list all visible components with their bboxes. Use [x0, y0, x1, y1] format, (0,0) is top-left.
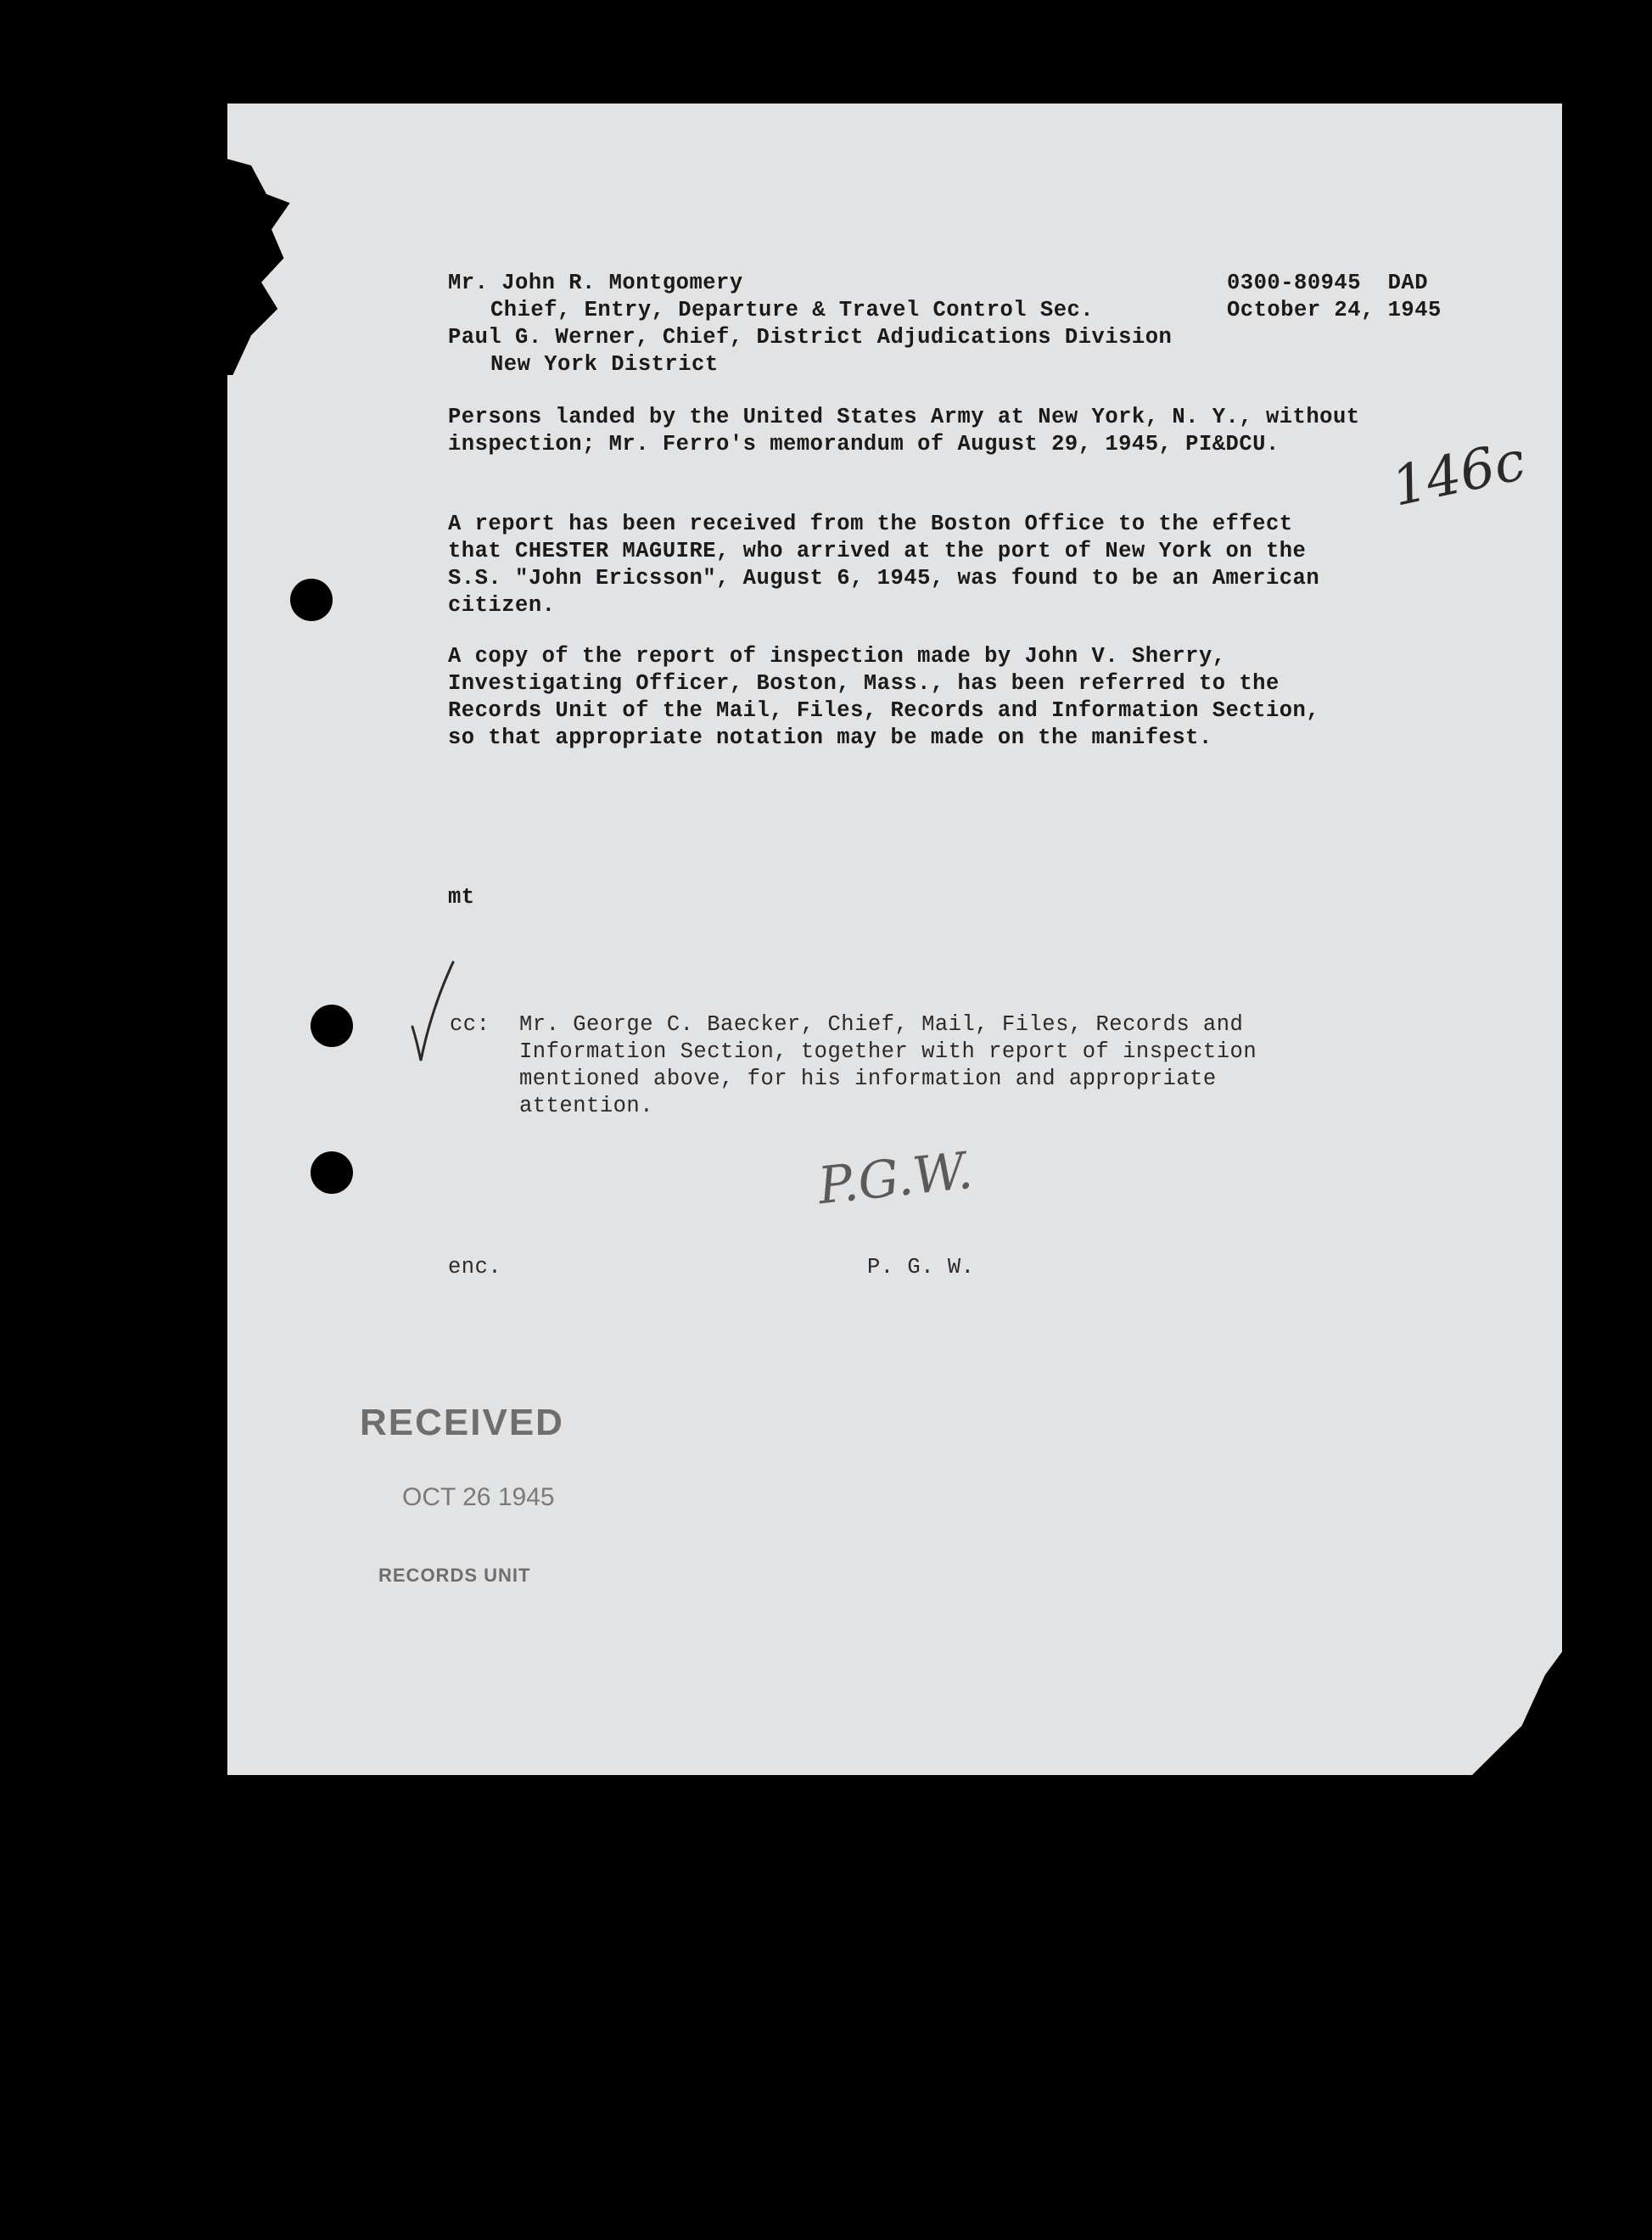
cc-label: cc: [450, 1012, 490, 1037]
body-line: Investigating Officer, Boston, Mass., has been referred to the [448, 671, 1280, 696]
stamp-date: OCT 26 1945 [402, 1483, 555, 1511]
memo-date: October 24, 1945 [1227, 298, 1442, 322]
cc-line: mentioned above, for his information and appropriate [519, 1067, 1217, 1091]
torn-corner [1470, 1649, 1562, 1775]
enclosure-note: enc. [448, 1255, 502, 1280]
body-line: A copy of the report of inspection made by John V. Sherry, [448, 644, 1226, 669]
sender-line: Paul G. Werner, Chief, District Adjudications Division [448, 325, 1173, 350]
file-number: 0300-80945 DAD [1227, 271, 1429, 295]
handwritten-signature: P.G.W. [815, 1140, 976, 1217]
cc-line: Information Section, together with report of inspection [519, 1039, 1257, 1064]
margin-note: 146c [1386, 429, 1531, 519]
sender-district: New York District [490, 352, 719, 377]
stamp-records-unit: RECORDS UNIT [378, 1565, 531, 1586]
body-line: Records Unit of the Mail, Files, Records and Information Section, [448, 698, 1320, 723]
subject-line-1: Persons landed by the United States Army at New York, N. Y., without [448, 405, 1360, 429]
punch-hole [290, 579, 333, 621]
body-line: S.S. "John Ericsson", August 6, 1945, was found to be an American [448, 566, 1320, 591]
body-line: that CHESTER MAGUIRE, who arrived at the port of New York on the [448, 539, 1307, 563]
body-line: so that appropriate notation may be made on the manifest. [448, 725, 1212, 750]
cc-line: attention. [519, 1094, 654, 1118]
recipient-title: Chief, Entry, Departure & Travel Control Sec. [490, 298, 1095, 322]
recipient-name: Mr. John R. Montgomery [448, 271, 743, 295]
subject-line-2: inspection; Mr. Ferro's memorandum of August 29, 1945, PI&DCU. [448, 432, 1280, 456]
typed-signature: P. G. W. [867, 1255, 975, 1280]
torn-edge [227, 154, 312, 375]
body-line: A report has been received from the Boston Office to the effect [448, 512, 1293, 536]
body-line: citizen. [448, 593, 556, 618]
punch-hole [311, 1151, 353, 1194]
punch-hole [311, 1005, 353, 1047]
stamp-received: RECEIVED [360, 1402, 564, 1443]
typist-initials: mt [448, 885, 475, 910]
document-page [227, 104, 1562, 1775]
cc-line: Mr. George C. Baecker, Chief, Mail, Files, Records and [519, 1012, 1244, 1037]
